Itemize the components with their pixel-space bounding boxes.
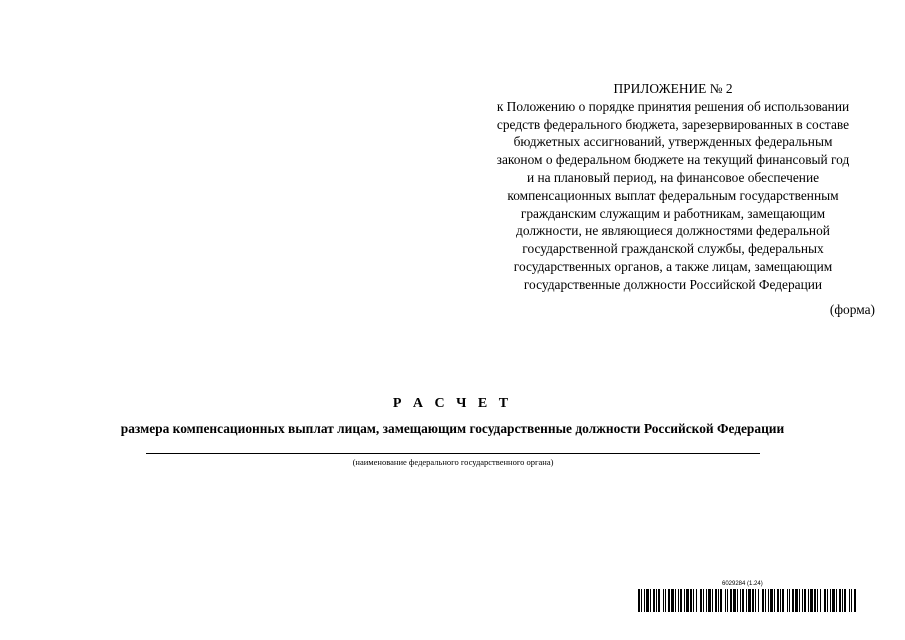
appendix-line: государственные должности Российской Федерации: [523, 276, 823, 292]
appendix-line: государственных органов, а также лицам, замещающим: [513, 258, 833, 274]
org-name-caption: (наименование федерального государственного органа): [352, 457, 554, 467]
appendix-title: ПРИЛОЖЕНИЕ № 2: [613, 81, 733, 96]
appendix-line: государственной гражданской службы, федеральных: [522, 241, 824, 257]
barcode-icon: [638, 589, 856, 612]
calculation-subtitle: размера компенсационных выплат лицам, замещающим государственные должности Российской Федерации: [120, 421, 785, 436]
barcode-number: 6029284 (1.24): [722, 581, 763, 587]
appendix-line: должности, не являющиеся должностями федеральной: [516, 223, 830, 239]
appendix-line: компенсационных выплат федеральным государственным: [507, 187, 839, 203]
appendix-line: средств федерального бюджета, зарезервированных в составе: [496, 116, 850, 132]
appendix-line: гражданским служащим и работникам, замещающим: [520, 205, 826, 221]
appendix-line: и на плановый период, на финансовое обеспечение: [526, 169, 820, 185]
calculation-title: Р А С Ч Е Т: [392, 396, 513, 411]
appendix-block: [463, 80, 883, 294]
appendix-line: законом о федеральном бюджете на текущий финансовый год: [496, 152, 850, 168]
org-name-line[interactable]: [146, 453, 760, 454]
appendix-line: бюджетных ассигнований, утвержденных федеральным: [513, 134, 833, 150]
form-label: (форма): [829, 302, 875, 317]
appendix-line: к Положению о порядке принятия решения об использовании: [496, 98, 850, 114]
